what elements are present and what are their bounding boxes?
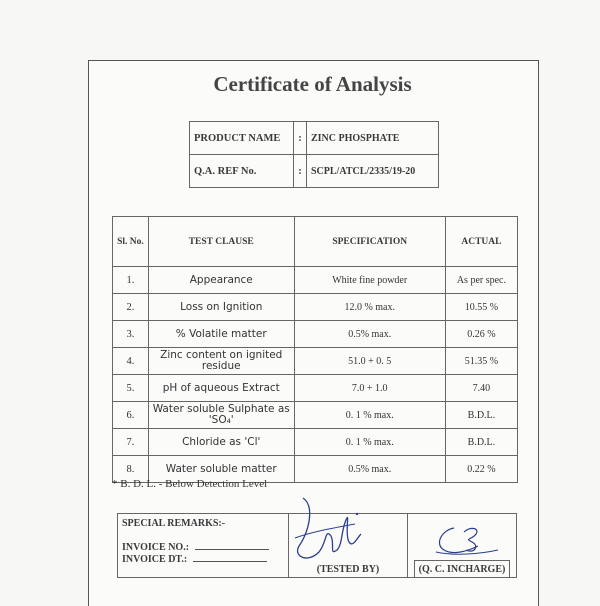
- invoice-no-blank: [195, 541, 269, 550]
- product-name-value: ZINC PHOSPHATE: [307, 122, 439, 155]
- invoice-no-label: INVOICE NO.:: [122, 542, 190, 553]
- sl-no: 2.: [113, 294, 149, 321]
- specification: 12.0 % max.: [294, 294, 445, 321]
- qa-ref-label: Q.A. REF No.: [190, 155, 294, 188]
- qc-incharge-label: (Q. C. INCHARGE): [418, 564, 506, 575]
- actual-value: 51.35 %: [445, 348, 517, 375]
- table-row: [113, 402, 518, 429]
- qc-incharge-section: [408, 514, 516, 577]
- test-clause: Chloride as 'Cl': [148, 429, 294, 456]
- test-clause: Water soluble matter: [148, 456, 294, 483]
- qc-incharge-signature-icon: [424, 520, 504, 560]
- sl-no: 1.: [113, 267, 149, 294]
- specification: White fine powder: [294, 267, 445, 294]
- table-row: [113, 429, 518, 456]
- specification: 7.0 + 1.0: [294, 375, 445, 402]
- sl-no: 6.: [113, 402, 149, 429]
- product-info-table: [189, 121, 439, 188]
- table-row: [113, 294, 518, 321]
- actual-value: 7.40: [445, 375, 517, 402]
- actual-value: B.D.L.: [445, 402, 517, 429]
- product-name-row: [190, 122, 439, 155]
- separator: :: [294, 122, 307, 155]
- header-actual: ACTUAL: [445, 217, 517, 267]
- sl-no: 8.: [113, 456, 149, 483]
- qa-ref-row: [190, 155, 439, 188]
- table-row: [113, 348, 518, 375]
- remarks-section: [118, 514, 289, 577]
- actual-value: B.D.L.: [445, 429, 517, 456]
- sl-no: 3.: [113, 321, 149, 348]
- specification: 0.5% max.: [294, 456, 445, 483]
- sl-no: 7.: [113, 429, 149, 456]
- table-row: [113, 375, 518, 402]
- test-clause: Appearance: [148, 267, 294, 294]
- test-clause: pH of aqueous Extract: [148, 375, 294, 402]
- header-specification: SPECIFICATION: [294, 217, 445, 267]
- invoice-no-line: [122, 541, 269, 553]
- document-title: Certificate of Analysis: [213, 72, 412, 96]
- specification: 0.5% max.: [294, 321, 445, 348]
- remarks-signature-box: [117, 513, 517, 578]
- invoice-dt-blank: [193, 553, 267, 562]
- actual-value: 0.22 %: [445, 456, 517, 483]
- specification: 51.0 + 0. 5: [294, 348, 445, 375]
- actual-value: As per spec.: [445, 267, 517, 294]
- table-row: [113, 321, 518, 348]
- invoice-dt-line: [122, 553, 267, 565]
- test-clause: % Volatile matter: [148, 321, 294, 348]
- product-name-label: PRODUCT NAME: [190, 122, 294, 155]
- test-results-table: [112, 216, 518, 483]
- test-clause: Loss on Ignition: [148, 294, 294, 321]
- sl-no: 4.: [113, 348, 149, 375]
- invoice-dt-label: INVOICE DT.:: [122, 554, 188, 565]
- header-test-clause: TEST CLAUSE: [148, 217, 294, 267]
- qa-ref-value: SCPL/ATCL/2335/19-20: [307, 155, 439, 188]
- footnote-bdl: * B. D. L. - Below Detection Level: [112, 478, 268, 490]
- test-table-header: [113, 217, 518, 267]
- tested-by-section: [289, 514, 408, 577]
- actual-value: 0.26 %: [445, 321, 517, 348]
- header-sl-no: Sl. No.: [113, 217, 149, 267]
- test-clause: Water soluble Sulphate as 'SO₄': [148, 402, 294, 429]
- test-clause: Zinc content on ignited residue: [148, 348, 294, 375]
- special-remarks-label: SPECIAL REMARKS:-: [122, 518, 226, 529]
- sl-no: 5.: [113, 375, 149, 402]
- specification: 0. 1 % max.: [294, 402, 445, 429]
- table-row: [113, 267, 518, 294]
- actual-value: 10.55 %: [445, 294, 517, 321]
- tested-by-label: (TESTED BY): [316, 564, 380, 575]
- specification: 0. 1 % max.: [294, 429, 445, 456]
- separator: :: [294, 155, 307, 188]
